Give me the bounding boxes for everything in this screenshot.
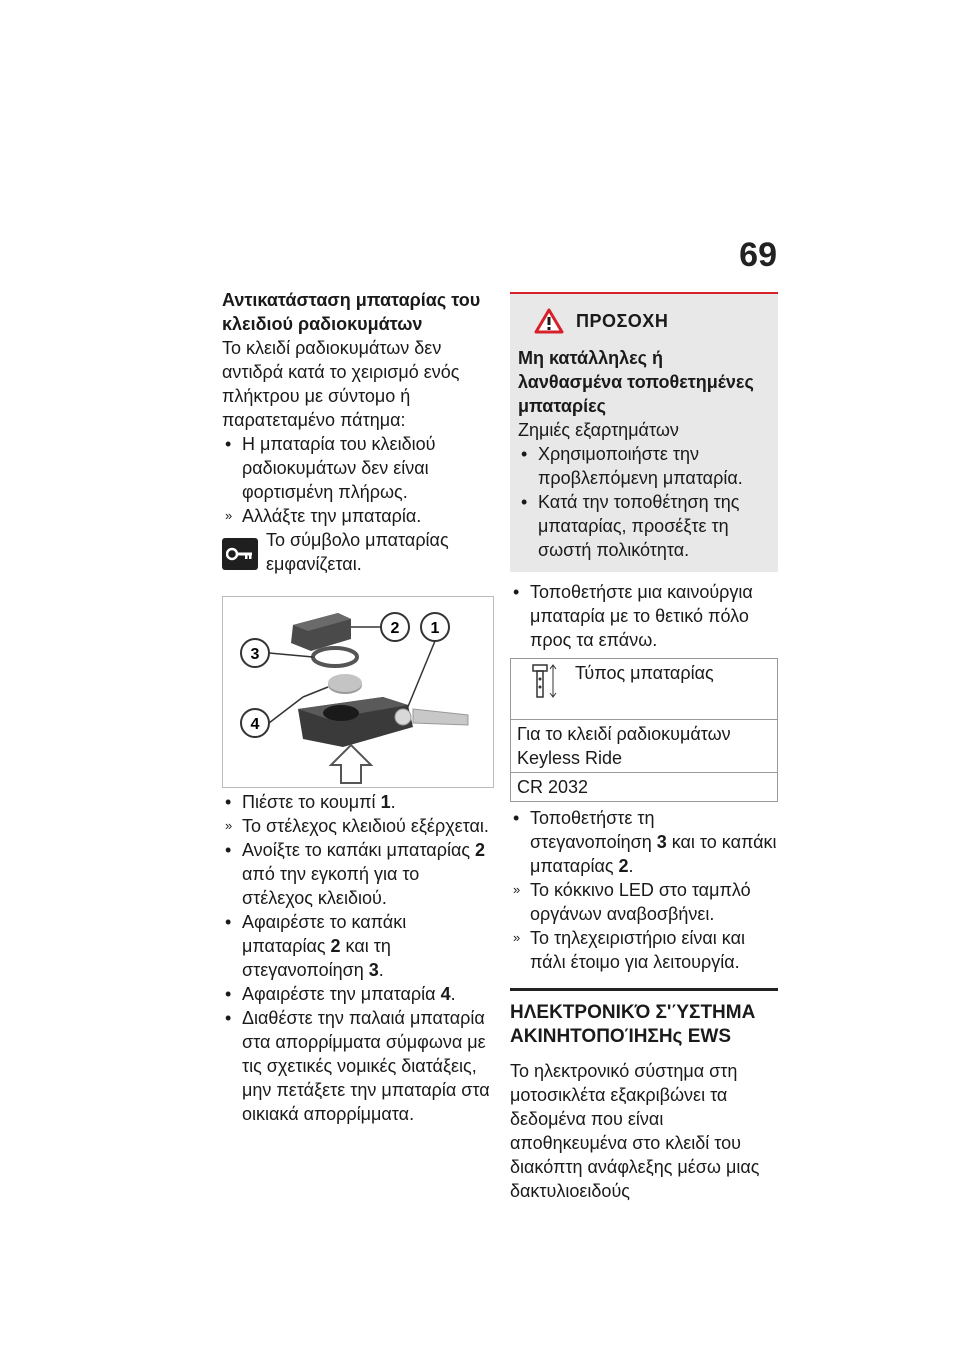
battery-replacement-figure bbox=[222, 596, 494, 788]
warning-box bbox=[510, 292, 778, 572]
step-text: Πιέστε το κουμπί bbox=[242, 792, 381, 812]
left-column bbox=[222, 288, 494, 1126]
callout-4: 4 bbox=[250, 716, 260, 733]
part-reference: 3 bbox=[368, 960, 379, 980]
step-text: Το κόκκινο LED στο ταμπλό οργάνων αναβοσβήνει. bbox=[530, 880, 751, 924]
warning-heading: Μη κατάλληλες ή λανθασμένα τοποθετημένες μπαταρίες bbox=[518, 348, 754, 416]
part-reference: 2 bbox=[330, 936, 341, 956]
key-battery-icon bbox=[222, 538, 258, 570]
insert-step: • Τοποθετήστε μια καινούργια μπαταρία με το θετικό πόλο προς τα επάνω. bbox=[510, 580, 778, 652]
warning-item: • Κατά την τοποθέτηση της μπαταρίας, προσέξτε τη σωστή πολικότητα. bbox=[518, 490, 770, 562]
step-text: Το στέλεχος κλειδιού εξέρχεται. bbox=[242, 816, 489, 836]
step-text: . bbox=[390, 792, 396, 812]
callout-1: 1 bbox=[430, 620, 440, 637]
step-text: και το καπάκι μπαταρίας bbox=[530, 832, 777, 876]
reassembly-steps bbox=[510, 806, 778, 974]
step-item bbox=[222, 1006, 494, 1126]
result-item bbox=[222, 814, 494, 838]
part-reference: 3 bbox=[656, 832, 667, 852]
step-text: Διαθέστε την παλαιά μπαταρία στα απορρίμματα σύμφωνα με τις σχετικές νομικές διατάξεις, μην πετάξετε την μπαταρία στα οικιακά απορρίμματα. bbox=[242, 1008, 490, 1124]
result-item bbox=[510, 926, 778, 974]
step-item bbox=[222, 790, 494, 814]
removal-steps bbox=[222, 790, 494, 1126]
ews-section-title: ΗΛΕΚΤΡΟΝΙΚΌ Σ'ΎΣΤΗΜΑ ΑΚΙΝΗΤΟΠΟΊΗΣΗς EWS bbox=[510, 988, 778, 1049]
intro-text: Το κλειδί ραδιοκυμάτων δεν αντιδρά κατά το χειρισμό ενός πλήκτρου με σύντομο ή παρατεταμένο πάτημα: bbox=[222, 338, 460, 430]
spec-table-value: CR 2032 bbox=[511, 773, 778, 802]
callout-3: 3 bbox=[250, 646, 260, 663]
step-text: Αφαιρέστε το καπάκι μπαταρίας bbox=[242, 912, 407, 956]
step-text: Το τηλεχειριστήριο είναι και πάλι έτοιμο για λειτουργία. bbox=[530, 928, 745, 972]
page-number: 69 bbox=[739, 236, 777, 274]
ews-section-body: Το ηλεκτρονικό σύστημα στη μοτοσικλέτα εξακριβώνει τα δεδομένα που είναι αποθηκευμένα στο κλειδί του διακόπτη ανάφλεξης μέσω μιας δακτυλιοειδούς bbox=[510, 1061, 760, 1201]
warning-title bbox=[518, 308, 770, 334]
spec-table-header: Τύπος μπαταρίας bbox=[575, 663, 714, 683]
step-text: και τη στεγανοποίηση bbox=[242, 936, 391, 980]
section-heading: Αντικατάσταση μπαταρίας του κλειδιού ραδιοκυμάτων bbox=[222, 290, 481, 334]
step-text: . bbox=[378, 960, 384, 980]
remedy-item: » Αλλάξτε την μπαταρία. bbox=[222, 504, 494, 528]
warning-label: ΠΡΟΣΟΧΗ bbox=[576, 311, 669, 331]
part-reference: 2 bbox=[618, 856, 629, 876]
step-text: από την εγκοπή για το στέλεχος κλειδιού. bbox=[242, 864, 420, 908]
step-text: Αφαιρέστε την μπαταρία bbox=[242, 984, 441, 1004]
part-reference: 2 bbox=[475, 840, 486, 860]
step-item bbox=[510, 806, 778, 878]
warning-item: • Χρησιμοποιήστε την προβλεπόμενη μπαταρία. bbox=[518, 442, 770, 490]
step-item bbox=[222, 982, 494, 1006]
battery-spec-icon bbox=[523, 661, 563, 705]
step-text: . bbox=[628, 856, 634, 876]
step-text: Τοποθετήστε τη στεγανοποίηση bbox=[530, 808, 657, 852]
battery-spec-table bbox=[510, 658, 778, 802]
battery-symbol-note bbox=[222, 528, 494, 576]
step-item bbox=[222, 838, 494, 910]
cause-item: • Η μπαταρία του κλειδιού ραδιοκυμάτων δεν είναι φορτισμένη πλήρως. bbox=[222, 432, 494, 504]
callout-2: 2 bbox=[390, 620, 400, 637]
step-text: . bbox=[450, 984, 456, 1004]
warning-subheading: Ζημιές εξαρτημάτων bbox=[518, 420, 679, 440]
step-text: Ανοίξτε το καπάκι μπαταρίας bbox=[242, 840, 476, 860]
warning-triangle-icon bbox=[534, 308, 564, 334]
step-item bbox=[222, 910, 494, 982]
right-column bbox=[510, 292, 778, 1203]
spec-table-row: Για το κλειδί ραδιοκυμάτων Keyless Ride bbox=[511, 720, 778, 773]
result-item bbox=[510, 878, 778, 926]
symbol-text: Το σύμβολο μπαταρίας εμφανίζεται. bbox=[266, 530, 449, 574]
part-reference: 4 bbox=[440, 984, 451, 1004]
part-reference: 1 bbox=[380, 792, 391, 812]
